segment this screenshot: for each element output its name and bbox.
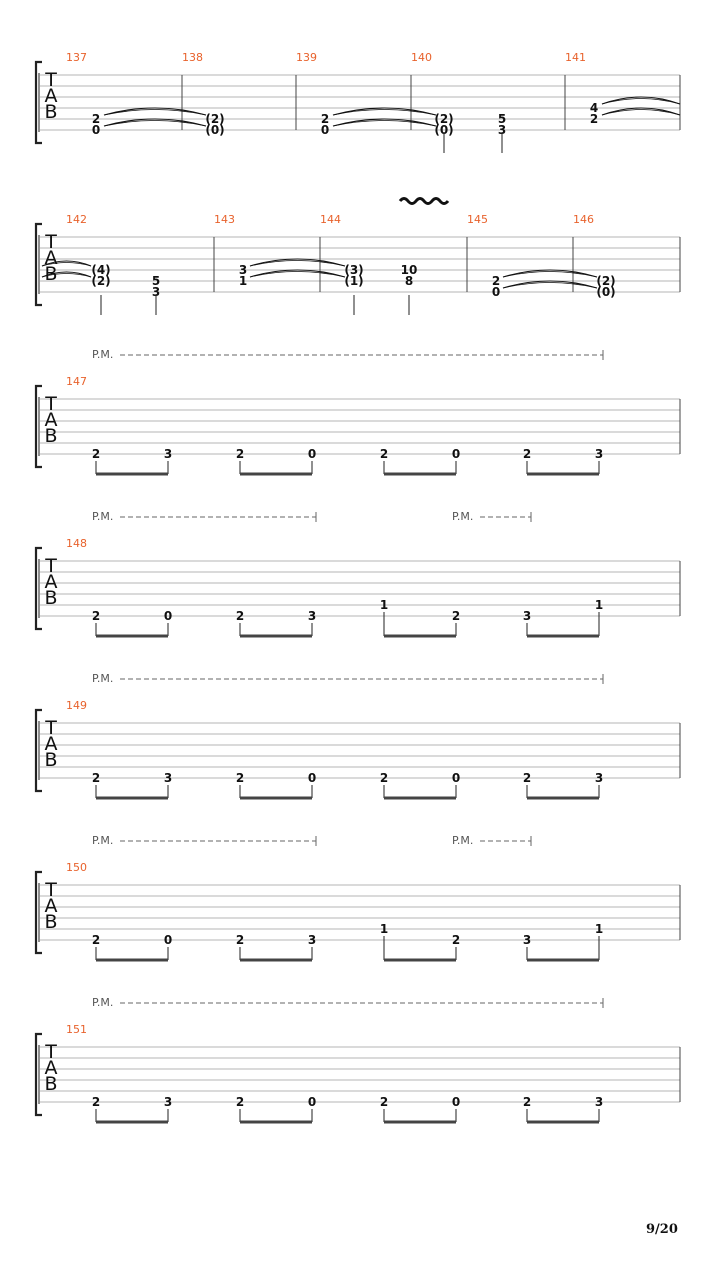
fret-number: 2 — [235, 609, 245, 623]
fret-number: 0 — [451, 1095, 461, 1109]
tie-arc — [503, 270, 597, 277]
fret-number: 2 — [320, 112, 330, 126]
palm-mute-label: P.M. — [452, 510, 474, 523]
tab-clef-letter: B — [44, 587, 58, 609]
fret-number: 10 — [400, 263, 418, 277]
measure-number: 148 — [66, 537, 87, 550]
fret-number: 2 — [491, 274, 501, 288]
fret-number: (0) — [205, 123, 225, 137]
palm-mute-label: P.M. — [92, 672, 114, 685]
fret-number: 0 — [320, 123, 330, 137]
fret-number: 2 — [91, 609, 101, 623]
tab-clef-letter: T — [45, 69, 57, 91]
fret-number: 2 — [522, 771, 532, 785]
fret-number: 3 — [238, 263, 248, 277]
tie-arc — [250, 259, 345, 266]
fret-number: 3 — [163, 771, 173, 785]
tie-arc — [602, 97, 680, 104]
tab-clef-letter: B — [44, 263, 58, 285]
fret-number: 3 — [163, 447, 173, 461]
fret-number: 1 — [594, 922, 604, 936]
tie-arc-inner — [503, 283, 597, 289]
fret-number: 0 — [163, 609, 173, 623]
measure-number: 138 — [182, 51, 203, 64]
fret-number: 2 — [379, 447, 389, 461]
fret-number: 0 — [451, 771, 461, 785]
page-number: 9/20 — [646, 1222, 678, 1237]
tab-clef-letter: B — [44, 749, 58, 771]
palm-mute-label: P.M. — [92, 348, 114, 361]
tab-clef-letter: B — [44, 1073, 58, 1095]
tie-arc — [104, 119, 206, 126]
tab-clef-letter: B — [44, 101, 58, 123]
tie-arc — [602, 108, 680, 115]
tab-clef-letter: T — [45, 393, 57, 415]
fret-number: (2) — [205, 112, 225, 126]
tab-clef-letter: A — [44, 85, 58, 107]
tie-arc — [503, 281, 597, 288]
fret-number: 2 — [379, 771, 389, 785]
measure-number: 144 — [320, 213, 341, 226]
fret-number: 0 — [307, 447, 317, 461]
fret-number: 2 — [451, 933, 461, 947]
tie-arc-inner — [104, 110, 206, 116]
palm-mute-label: P.M. — [92, 996, 114, 1009]
vibrato-mark — [400, 199, 448, 204]
fret-number: 2 — [379, 1095, 389, 1109]
fret-number: 2 — [91, 1095, 101, 1109]
tie-arc — [333, 108, 436, 115]
tab-clef-letter: T — [45, 555, 57, 577]
measure-number: 142 — [66, 213, 87, 226]
fret-number: (0) — [596, 285, 616, 299]
fret-number: 3 — [163, 1095, 173, 1109]
fret-number: 3 — [307, 933, 317, 947]
tie-arc-inner — [333, 110, 436, 116]
tab-clef-letter: T — [45, 717, 57, 739]
fret-number: 3 — [522, 933, 532, 947]
tab-clef-letter: B — [44, 425, 58, 447]
fret-number: 0 — [91, 123, 101, 137]
fret-number: 3 — [594, 447, 604, 461]
tab-clef-letter: A — [44, 895, 58, 917]
fret-number: (2) — [434, 112, 454, 126]
fret-number: (4) — [91, 263, 111, 277]
tab-clef-letter: A — [44, 571, 58, 593]
fret-number: (3) — [344, 263, 364, 277]
tie-arc — [104, 108, 206, 115]
measure-number: 140 — [411, 51, 432, 64]
tab-clef-letter: A — [44, 733, 58, 755]
fret-number: 2 — [235, 771, 245, 785]
tie-arc-inner — [104, 121, 206, 127]
fret-number: 3 — [594, 1095, 604, 1109]
tie-arc — [250, 270, 345, 277]
fret-number: 8 — [404, 274, 414, 288]
measure-number: 137 — [66, 51, 87, 64]
fret-number: 2 — [91, 771, 101, 785]
fret-number: 0 — [307, 771, 317, 785]
fret-number: 5 — [497, 112, 507, 126]
fret-number: 3 — [307, 609, 317, 623]
palm-mute-label: P.M. — [92, 834, 114, 847]
fret-number: 1 — [379, 598, 389, 612]
fret-number: 2 — [91, 933, 101, 947]
tab-clef-letter: T — [45, 879, 57, 901]
fret-number: 0 — [307, 1095, 317, 1109]
fret-number: 3 — [151, 285, 161, 299]
tie-arc-inner — [602, 99, 680, 105]
fret-number: 1 — [379, 922, 389, 936]
palm-mute-label: P.M. — [92, 510, 114, 523]
measure-number: 151 — [66, 1023, 87, 1036]
tab-clef-letter: A — [44, 409, 58, 431]
fret-number: 5 — [151, 274, 161, 288]
tie-arc-inner — [503, 272, 597, 278]
measure-number: 139 — [296, 51, 317, 64]
fret-number: 0 — [451, 447, 461, 461]
tab-clef-letter: T — [45, 1041, 57, 1063]
fret-number: 2 — [522, 447, 532, 461]
fret-number: 2 — [91, 447, 101, 461]
measure-number: 145 — [467, 213, 488, 226]
fret-number: 2 — [235, 933, 245, 947]
fret-number: (2) — [596, 274, 616, 288]
fret-number: 2 — [589, 112, 599, 126]
tie-arc-inner — [250, 272, 345, 278]
fret-number: 0 — [163, 933, 173, 947]
tie-arc-inner — [602, 110, 680, 116]
fret-number: 1 — [594, 598, 604, 612]
fret-number: 2 — [522, 1095, 532, 1109]
fret-number: 1 — [238, 274, 248, 288]
measure-number: 149 — [66, 699, 87, 712]
fret-number: (1) — [344, 274, 364, 288]
fret-number: 4 — [589, 101, 599, 115]
fret-number: 2 — [235, 447, 245, 461]
fret-number: (2) — [91, 274, 111, 288]
measure-number: 141 — [565, 51, 586, 64]
fret-number: 3 — [497, 123, 507, 137]
fret-number: 3 — [522, 609, 532, 623]
tie-arc-inner — [333, 121, 436, 127]
measure-number: 143 — [214, 213, 235, 226]
fret-number: 2 — [451, 609, 461, 623]
tab-clef-letter: A — [44, 1057, 58, 1079]
measure-number: 147 — [66, 375, 87, 388]
fret-number: 3 — [594, 771, 604, 785]
tie-arc — [333, 119, 436, 126]
tab-clef-letter: T — [45, 231, 57, 253]
tab-clef-letter: B — [44, 911, 58, 933]
fret-number: 2 — [91, 112, 101, 126]
tie-arc-inner — [250, 261, 345, 267]
fret-number: (0) — [434, 123, 454, 137]
measure-number: 146 — [573, 213, 594, 226]
measure-number: 150 — [66, 861, 87, 874]
fret-number: 0 — [491, 285, 501, 299]
tab-clef-letter: A — [44, 247, 58, 269]
palm-mute-label: P.M. — [452, 834, 474, 847]
fret-number: 2 — [235, 1095, 245, 1109]
